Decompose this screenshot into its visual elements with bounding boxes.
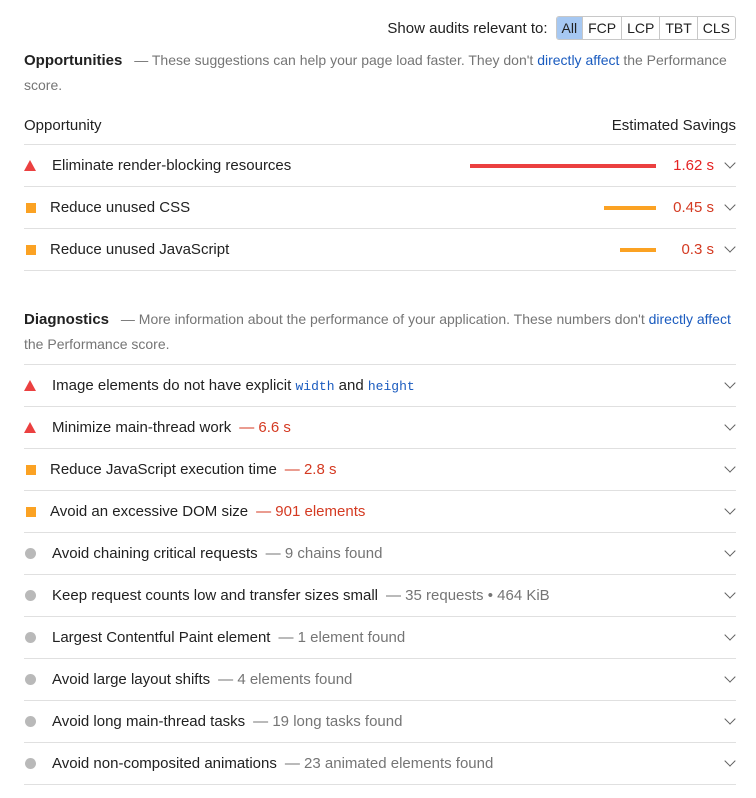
chevron-down-icon[interactable] xyxy=(724,419,735,430)
opportunities-title: Opportunities xyxy=(24,52,123,69)
column-estimated-savings: Estimated Savings xyxy=(611,117,736,134)
diagnostics-title: Diagnostics xyxy=(24,311,110,328)
chevron-down-icon[interactable] xyxy=(724,713,735,724)
diagnostic-row[interactable] xyxy=(24,407,736,449)
chevron-down-icon[interactable] xyxy=(724,377,735,388)
column-opportunity: Opportunity xyxy=(24,117,102,134)
chevron-down-icon[interactable] xyxy=(724,545,735,556)
filter-lcp-button[interactable]: LCP xyxy=(622,17,660,39)
filter-fcp-button[interactable]: FCP xyxy=(583,17,622,39)
diagnostics-header xyxy=(24,307,736,356)
filter-all-button[interactable]: All xyxy=(557,17,584,39)
opportunity-row[interactable] xyxy=(24,145,736,187)
diagnostic-detail: — 4 elements found xyxy=(218,671,353,688)
diagnostics-desc-end: the Performance score. xyxy=(24,336,170,352)
diagnostic-detail: — 2.8 s xyxy=(284,461,337,478)
chevron-down-icon[interactable] xyxy=(724,157,735,168)
savings-value: 1.62 s xyxy=(673,157,714,174)
diagnostic-detail: — 19 long tasks found xyxy=(253,713,403,730)
chevron-down-icon[interactable] xyxy=(724,199,735,210)
savings xyxy=(470,157,714,174)
savings-value: 0.45 s xyxy=(673,199,714,216)
savings xyxy=(604,199,714,216)
savings-bar xyxy=(604,206,656,210)
opportunity-title: Eliminate render-blocking resources xyxy=(52,157,292,174)
savings-bar xyxy=(470,164,656,168)
audit-filter xyxy=(387,16,736,40)
diagnostics-section xyxy=(24,307,736,785)
opportunities-column-header xyxy=(24,107,736,145)
diagnostic-row[interactable] xyxy=(24,533,736,575)
diagnostic-row[interactable] xyxy=(24,575,736,617)
diagnostic-detail: — 9 chains found xyxy=(265,545,383,562)
chevron-down-icon[interactable] xyxy=(724,671,735,682)
diagnostic-row[interactable] xyxy=(24,449,736,491)
average-square-icon xyxy=(26,507,36,517)
opportunities-desc-end: the Performance score. xyxy=(24,52,727,93)
fail-triangle-icon xyxy=(24,380,36,391)
info-circle-icon xyxy=(25,548,36,559)
diagnostic-row[interactable] xyxy=(24,491,736,533)
code-height: height xyxy=(367,379,415,394)
filter-tbt-button[interactable]: TBT xyxy=(660,17,697,39)
opportunities-header xyxy=(24,48,736,97)
opportunities-section xyxy=(24,48,736,271)
chevron-down-icon[interactable] xyxy=(724,503,735,514)
diagnostic-detail: — 901 elements xyxy=(256,503,366,520)
diagnostics-desc: — More information about the performance of your application. These numbers don't xyxy=(120,311,649,327)
diagnostic-title: Avoid long main-thread tasks xyxy=(52,713,246,730)
info-circle-icon xyxy=(25,716,36,727)
savings xyxy=(620,241,714,258)
savings-bar xyxy=(620,248,656,252)
directly-affect-link[interactable]: directly affect xyxy=(537,52,620,68)
average-square-icon xyxy=(26,245,36,255)
diagnostic-title: Avoid chaining critical requests xyxy=(52,545,258,562)
fail-triangle-icon xyxy=(24,160,36,171)
filter-label: Show audits relevant to: xyxy=(387,19,548,37)
diagnostic-title: Avoid an excessive DOM size xyxy=(50,503,249,520)
chevron-down-icon[interactable] xyxy=(724,461,735,472)
info-circle-icon xyxy=(25,590,36,601)
chevron-down-icon[interactable] xyxy=(724,629,735,640)
diagnostic-row[interactable] xyxy=(24,659,736,701)
diagnostic-title: Avoid non-composited animations xyxy=(52,755,277,772)
filter-cls-button[interactable]: CLS xyxy=(698,17,735,39)
diagnostic-detail: — 23 animated elements found xyxy=(284,755,494,772)
diagnostic-row[interactable] xyxy=(24,743,736,785)
diagnostic-title: Minimize main-thread work xyxy=(52,419,232,436)
diagnostic-detail: — 1 element found xyxy=(278,629,406,646)
chevron-down-icon[interactable] xyxy=(724,755,735,766)
savings-value: 0.3 s xyxy=(681,241,714,258)
average-square-icon xyxy=(26,465,36,475)
diagnostic-detail: — 35 requests • 464 KiB xyxy=(386,587,550,604)
diagnostic-detail: — 6.6 s xyxy=(239,419,291,436)
average-square-icon xyxy=(26,203,36,213)
code-width: width xyxy=(295,379,335,394)
diagnostic-row[interactable] xyxy=(24,701,736,743)
opportunity-row[interactable] xyxy=(24,229,736,271)
info-circle-icon xyxy=(25,632,36,643)
opportunity-title: Reduce unused JavaScript xyxy=(50,241,230,258)
diagnostic-title: Largest Contentful Paint element xyxy=(52,629,271,646)
chevron-down-icon[interactable] xyxy=(724,241,735,252)
opportunity-title: Reduce unused CSS xyxy=(50,199,191,216)
info-circle-icon xyxy=(25,758,36,769)
diagnostic-row[interactable] xyxy=(24,617,736,659)
opportunities-desc: — These suggestions can help your page load faster. They don't xyxy=(134,52,538,68)
info-circle-icon xyxy=(25,674,36,685)
diagnostic-title: Avoid large layout shifts xyxy=(52,671,211,688)
diagnostic-title: Reduce JavaScript execution time xyxy=(50,461,277,478)
chevron-down-icon[interactable] xyxy=(724,587,735,598)
opportunity-row[interactable] xyxy=(24,187,736,229)
directly-affect-link[interactable]: directly affect xyxy=(648,311,731,327)
diagnostic-title: Keep request counts low and transfer sizes small xyxy=(52,587,378,604)
filter-buttons xyxy=(556,16,736,40)
diagnostics-list xyxy=(24,364,736,785)
diagnostic-title: Image elements do not have explicit width and height xyxy=(52,377,415,394)
fail-triangle-icon xyxy=(24,422,36,433)
diagnostic-row[interactable] xyxy=(24,365,736,407)
